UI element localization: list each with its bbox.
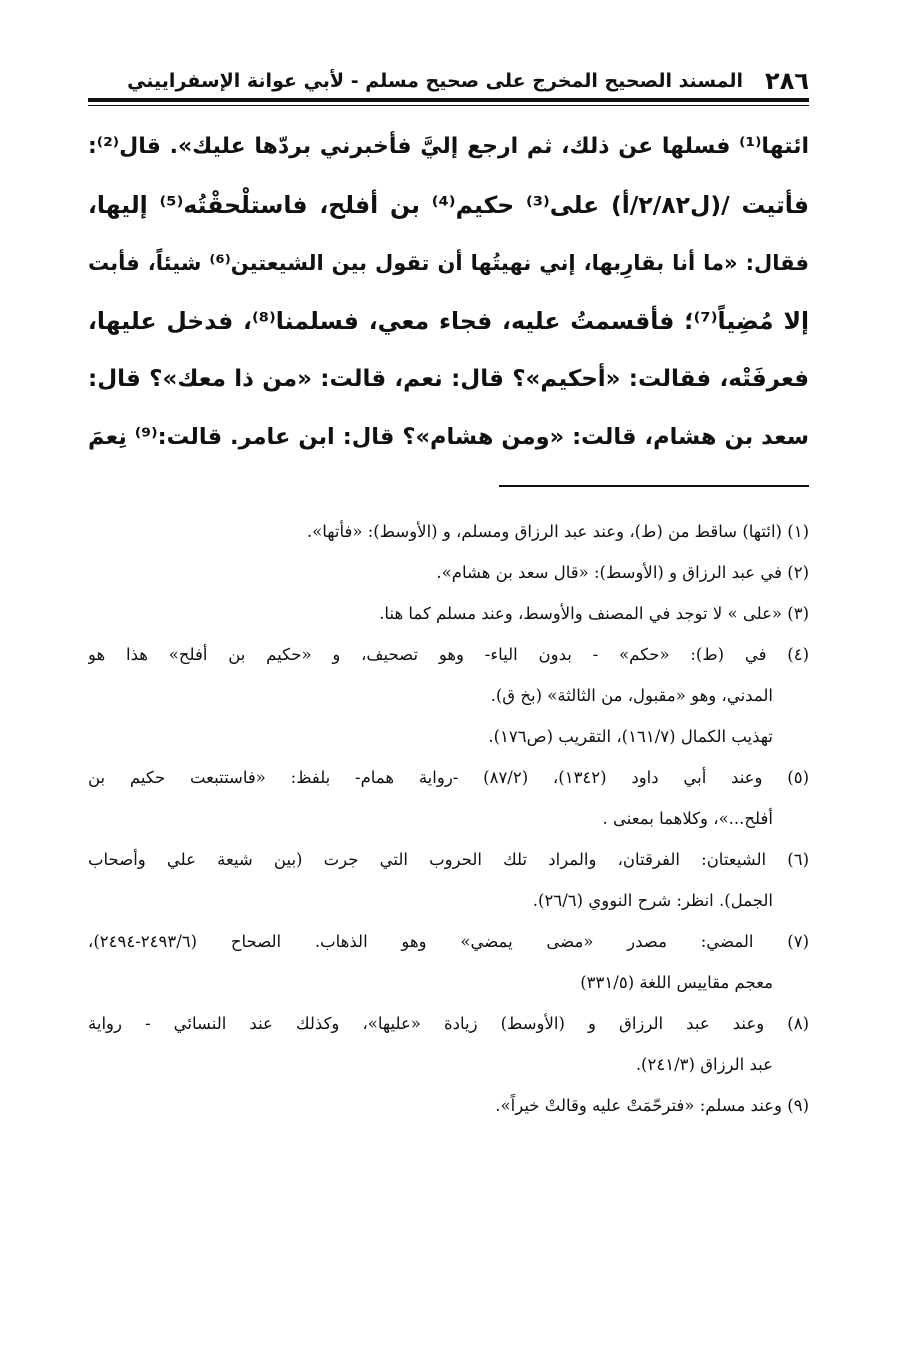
footnote-continuation-line: عبد الرزاق (٢٤١/٣). [635,1055,773,1074]
main-text-line: ائتها⁽¹⁾ فسلها عن ذلك، ثم ارجع إليَّ فأخبرني بردّها عليك». قال⁽²⁾: [88,134,809,159]
footnote-line: (٥) وعند أبي داود (١٣٤٢)، (٨٧/٢) -رواية همام- بلفظ: «فاستتبعت حكيم بن [88,768,809,787]
footnote-line: (٩) وعند مسلم: «فترحّمَتْ عليه وقالتْ خيراً». [495,1096,809,1115]
main-text-line: سعد بن هشام، قالت: «ومن هشام»؟ قال: ابن عامر. قالت:⁽⁹⁾ نِعمَ [88,424,809,450]
footnote-line: (٦) الشيعتان: الفرقتان، والمراد تلك الحروب التي جرت (بين شيعة علي وأصحاب [88,850,809,869]
footnote-continuation-line: تهذيب الكمال (١٦١/٧)، التقريب (ص١٧٦). [488,727,773,746]
footnote-continuation-line: الجمل). انظر: شرح النووي (٢٦/٦). [532,891,773,910]
main-text-line: فأتيت /(ل٢/٨٢/أ) على⁽³⁾ حكيم⁽⁴⁾ بن أفلح، فاستلْحقْتُه⁽⁵⁾ إليها، [88,191,809,219]
header-rule-thin [88,105,809,106]
main-text-line: إلا مُضِياً⁽⁷⁾؛ فأقسمتُ عليه، فجاء معي، فسلمنا⁽⁸⁾، فدخل عليها، [88,307,809,335]
footnote-line: (١) (ائتها) ساقط من (ط)، وعند عبد الرزاق ومسلم، و (الأوسط): «فأتها». [306,522,809,541]
footnote-line: (٨) وعند عبد الرزاق و (الأوسط) زيادة «عليها»، وكذلك عند النسائي - رواية [88,1014,809,1033]
footnote-separator [499,485,809,487]
footnote-continuation-line: أفلح...»، وكلاهما بمعنى . [602,809,773,828]
running-title: المسند الصحيح المخرج على صحيح مسلم - لأبي عوانة الإسفراييني [127,70,744,92]
footnote-line: (٤) في (ط): «حكم» - بدون الياء- وهو تصحيف، و «حكيم بن أفلح» هذا هو [88,645,809,664]
footnote-continuation-line: المدني، وهو «مقبول، من الثالثة» (بخ ق). [490,686,773,705]
header-rule-thick [88,98,809,102]
main-text [88,118,809,466]
main-text-line: فعرفَتْه، فقالت: «أحكيم»؟ قال: نعم، قالت: «من ذا معك»؟ قال: [88,366,809,392]
footnote-continuation-line: معجم مقاييس اللغة (٣٣١/٥) [580,973,773,992]
footnotes [88,511,809,1126]
footnote-line: (٧) المضي: مصدر «مضى يمضي» وهو الذهاب. الصحاح (٢٤٩٣/٦-٢٤٩٤)، [88,932,809,951]
main-text-line: فقال: «ما أنا بقارِبها، إني نهيتُها أن تقول بين الشيعتين⁽⁶⁾ شيئاً، فأبت [88,251,809,275]
footnote-line: (٣) «على » لا توجد في المصنف والأوسط، وعند مسلم كما هنا. [379,604,809,623]
page-number: ٢٨٦ [765,67,809,95]
footnote-line: (٢) في عبد الرزاق و (الأوسط): «قال سعد بن هشام». [436,563,809,582]
page-header [88,60,809,96]
